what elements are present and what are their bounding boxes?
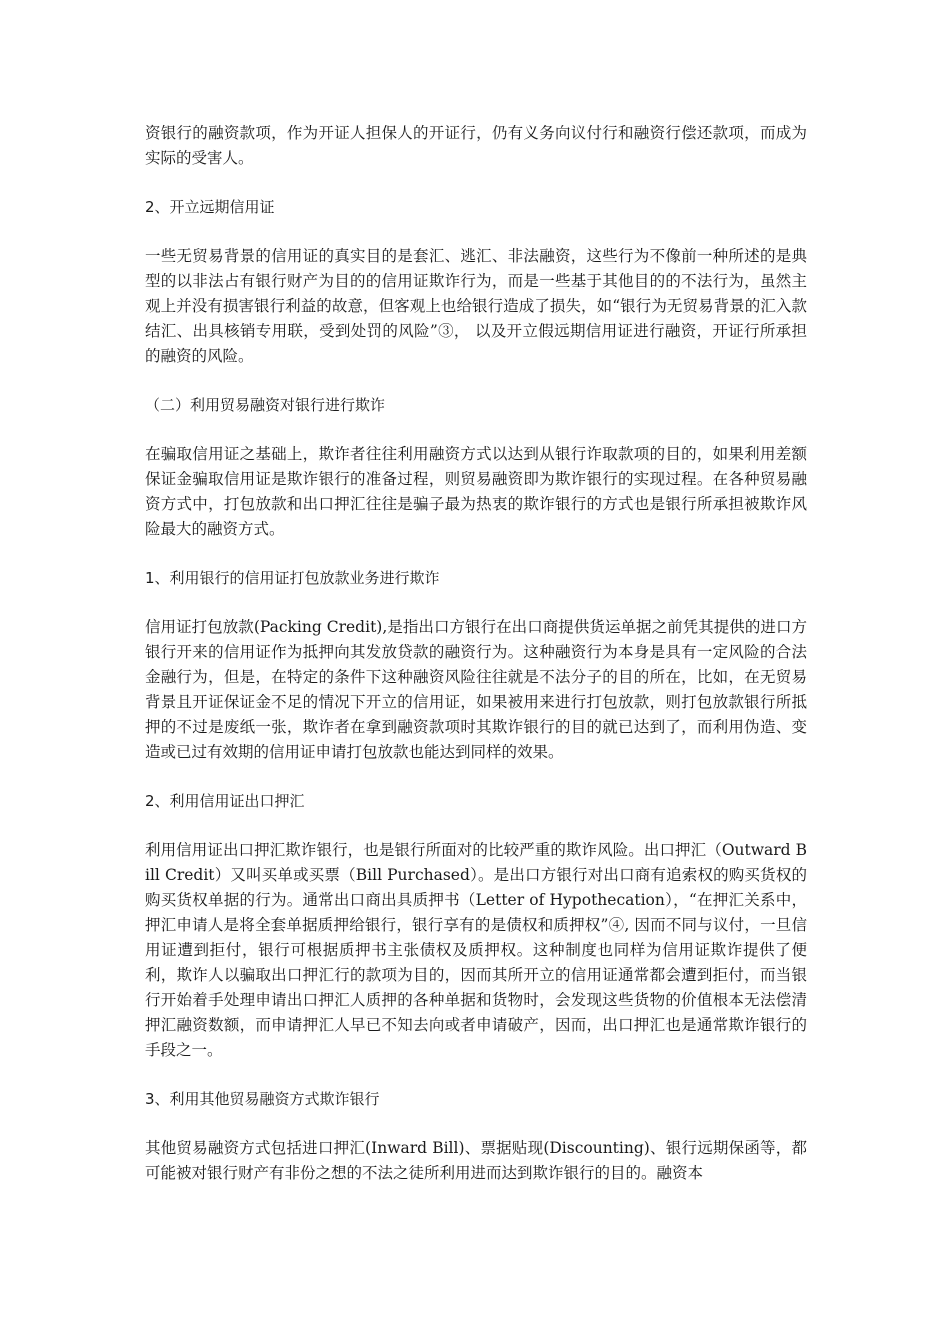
section-heading-packing-credit: 1、利用银行的信用证打包放款业务进行欺诈	[145, 569, 440, 587]
paragraph-trade-finance-fraud: 在骗取信用证之基础上，欺诈者往往利用融资方式以达到从银行诈取款项的目的，如果利用差额保证金骗取信用证是欺诈银行的准备过程，则贸易融资即为欺诈银行的实现过程。在各种贸易融资方式中，打包放款和出口押汇往往是骗子最为热衷的欺诈银行的方式也是银行所承担被欺诈风险最大的融资方式。	[145, 445, 807, 538]
section-heading-trade-finance-fraud: （二）利用贸易融资对银行进行欺诈	[145, 396, 386, 414]
paragraph-other-finance: 其他贸易融资方式包括进口押汇(Inward Bill)、票据贴现(Discounting)、银行远期保函等，都可能被对银行财产有非份之想的不法之徒所利用进而达到欺诈银行的目的。融资本	[145, 1139, 807, 1182]
section-heading-export-bill: 2、利用信用证出口押汇	[145, 792, 305, 810]
paragraph-continuation: 资银行的融资款项，作为开证人担保人的开证行，仍有义务向议付行和融资行偿还款项，而成为实际的受害人。	[145, 124, 807, 167]
paragraph-export-bill: 利用信用证出口押汇欺诈银行，也是银行所面对的比较严重的欺诈风险。出口押汇（Outward Bill Credit）又叫买单或买票（Bill Purchased）。是出口方银行对出口商有追索权的购买货权的购买货权单据的行为。通常出口商出具质押书（Letter of Hypothecation），“在押汇关系中，押汇申请人是将全套单据质押给银行，银行享有的是债权和质押权”④, 因而不同与议付，一旦信用证遭到拒付，银行可根据质押书主张债权及质押权。这种制度也同样为信用证欺诈提供了便利，欺诈人以骗取出口押汇行的款项为目的，因而其所开立的信用证通常都会遭到拒付，而当银行开始着手处理申请出口押汇人质押的各种单据和货物时，会发现这些货物的价值根本无法偿清押汇融资数额，而申请押汇人早已不知去向或者申请破产，因而，出口押汇也是通常欺诈银行的手段之一。	[145, 841, 807, 1059]
section-heading-other-finance: 3、利用其他贸易融资方式欺诈银行	[145, 1090, 380, 1108]
document-body	[145, 121, 807, 1210]
section-heading-long-term-lc: 2、开立远期信用证	[145, 198, 275, 216]
paragraph-long-term-lc: 一些无贸易背景的信用证的真实目的是套汇、逃汇、非法融资，这些行为不像前一种所述的是典型的以非法占有银行财产为目的的信用证欺诈行为，而是一些基于其他目的的不法行为，虽然主观上并没有损害银行利益的故意，但客观上也给银行造成了损失，如“银行为无贸易背景的汇入款结汇、出具核销专用联，受到处罚的风险”③， 以及开立假远期信用证进行融资，开证行所承担的融资的风险。	[145, 247, 807, 365]
paragraph-packing-credit: 信用证打包放款(Packing Credit),是指出口方银行在出口商提供货运单据之前凭其提供的进口方银行开来的信用证作为抵押向其发放贷款的融资行为。这种融资行为本身是具有一定风险的合法金融行为，但是，在特定的条件下这种融资风险往往就是不法分子的目的所在，比如，在无贸易背景且开证保证金不足的情况下开立的信用证，如果被用来进行打包放款，则打包放款银行所抵押的不过是废纸一张，欺诈者在拿到融资款项时其欺诈银行的目的就已达到了，而利用伪造、变造或已过有效期的信用证申请打包放款也能达到同样的效果。	[145, 618, 807, 761]
